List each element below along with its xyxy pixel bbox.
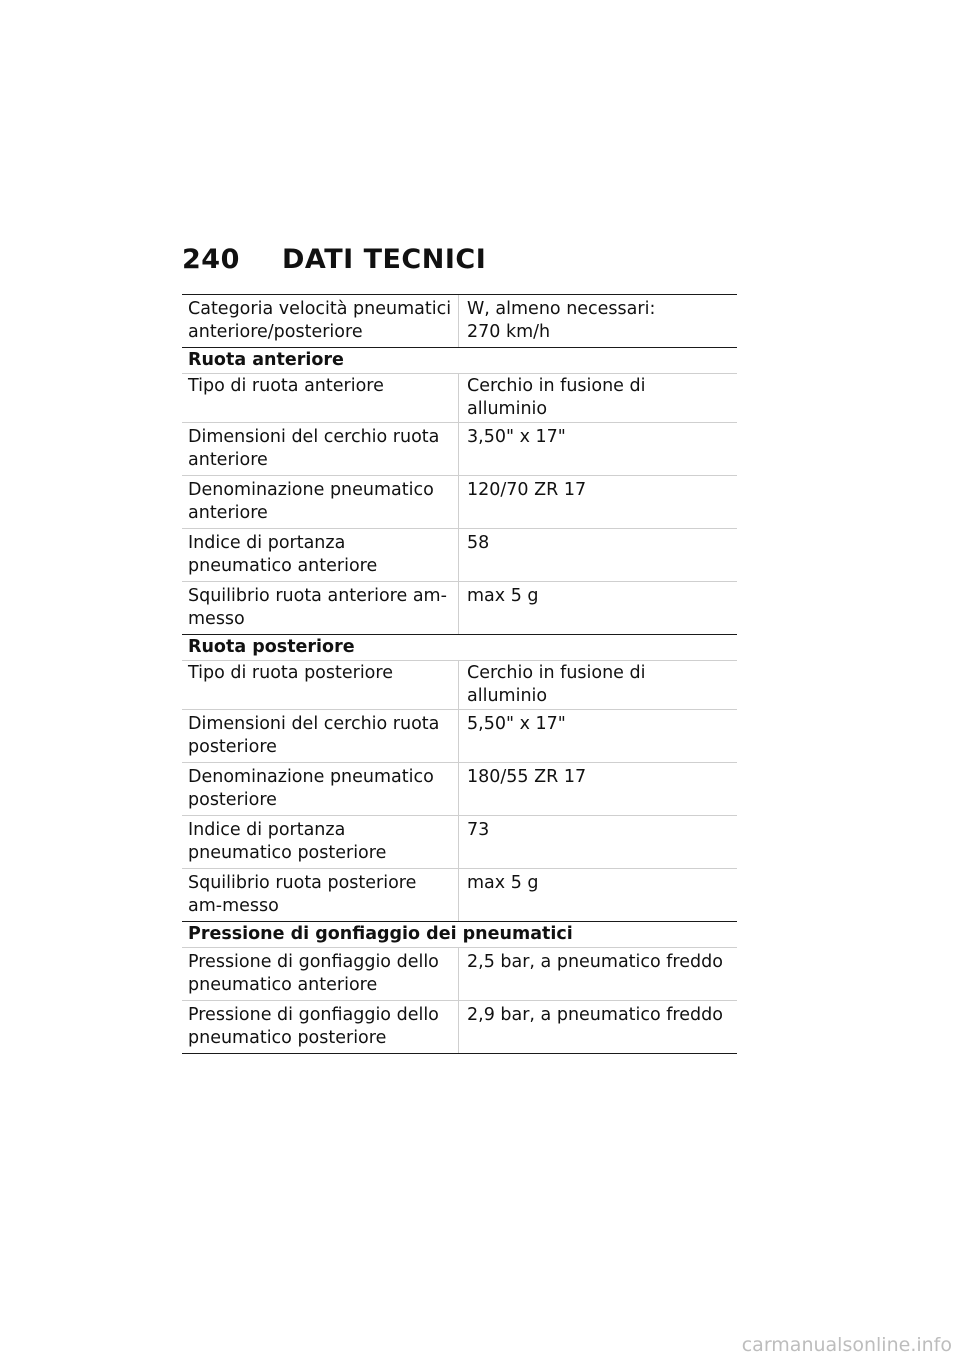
spec-value-line: 270 km/h — [467, 322, 551, 342]
spec-label: Dimensioni del cerchio ruota anteriore — [182, 423, 459, 475]
spec-label: Tipo di ruota posteriore — [182, 661, 459, 709]
spec-value: 2,9 bar, a pneumatico freddo — [467, 1005, 723, 1025]
spec-label: Tipo di ruota anteriore — [182, 374, 459, 422]
spec-label: Squilibrio ruota anteriore am-messo — [182, 582, 459, 634]
spec-value: 180/55 ZR 17 — [467, 767, 587, 787]
spec-label: Pressione di gonfiaggio dello pneumatico anteriore — [182, 948, 459, 1000]
spec-label: Dimensioni del cerchio ruota posteriore — [182, 710, 459, 762]
table-row — [182, 476, 737, 529]
spec-value: Cerchio in fusione di alluminio — [467, 376, 646, 419]
table-row — [182, 582, 737, 635]
table-row — [182, 869, 737, 922]
spec-table — [182, 294, 737, 1054]
spec-value — [459, 295, 737, 347]
watermark: carmanualsonline.info — [741, 1334, 952, 1356]
spec-value: 5,50" x 17" — [467, 714, 566, 734]
table-row — [182, 763, 737, 816]
spec-value: max 5 g — [467, 586, 539, 606]
spec-label: Pressione di gonfiaggio dello pneumatico posteriore — [182, 1001, 459, 1053]
table-row — [182, 710, 737, 763]
spec-value: Cerchio in fusione di alluminio — [467, 663, 646, 706]
table-row — [182, 816, 737, 869]
spec-value: 120/70 ZR 17 — [467, 480, 587, 500]
spec-value: 2,5 bar, a pneumatico freddo — [467, 952, 723, 972]
table-row — [182, 423, 737, 476]
spec-value-line: W, almeno necessari: — [467, 299, 656, 319]
spec-label: Denominazione pneumatico anteriore — [182, 476, 459, 528]
spec-label: Indice di portanza pneumatico anteriore — [182, 529, 459, 581]
table-row — [182, 948, 737, 1001]
table-row-speed-category — [182, 295, 737, 348]
section-title: DATI TECNICI — [282, 244, 487, 275]
table-row — [182, 374, 737, 423]
section-heading-rear-wheel: Ruota posteriore — [182, 635, 737, 661]
section-heading-front-wheel: Ruota anteriore — [182, 348, 737, 374]
spec-value: 58 — [467, 533, 490, 553]
table-row — [182, 1001, 737, 1054]
spec-label: Squilibrio ruota posteriore am-messo — [182, 869, 459, 921]
spec-label: Denominazione pneumatico posteriore — [182, 763, 459, 815]
page-number: 240 — [182, 244, 240, 275]
spec-label: Indice di portanza pneumatico posteriore — [182, 816, 459, 868]
spec-value: 3,50" x 17" — [467, 427, 566, 447]
spec-value: max 5 g — [467, 873, 539, 893]
table-row — [182, 529, 737, 582]
spec-value: 73 — [467, 820, 490, 840]
section-heading-tire-pressure: Pressione di gonfiaggio dei pneumatici — [182, 922, 737, 948]
spec-label: Categoria velocità pneumatici anteriore/posteriore — [182, 295, 459, 347]
table-row — [182, 661, 737, 710]
page-header — [182, 244, 486, 275]
